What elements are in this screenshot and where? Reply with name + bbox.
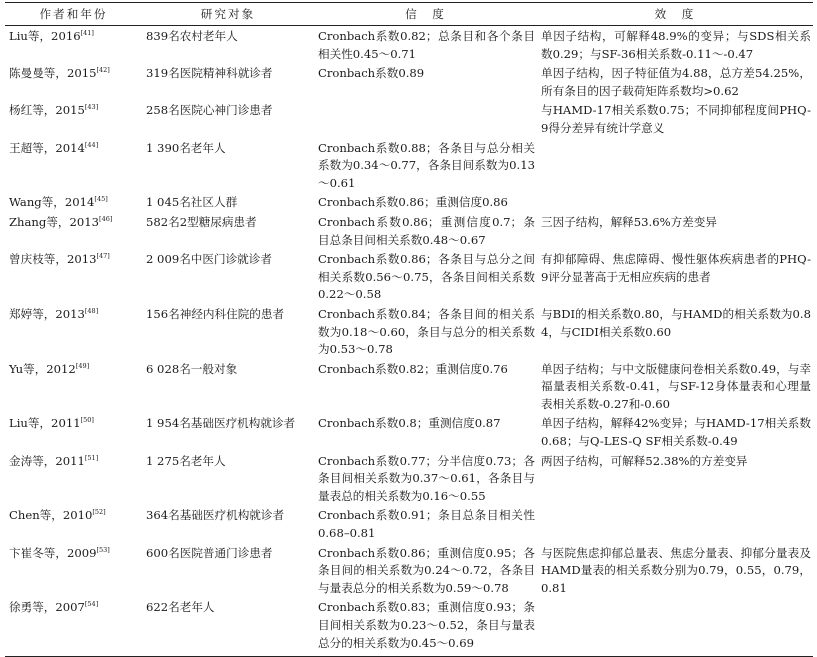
author-year-text: Liu等，2011 xyxy=(9,416,81,431)
cell-author-year xyxy=(5,505,142,542)
author-year-text: 卞崔冬等，2009 xyxy=(9,545,97,560)
author-year-text: Yu等，2012 xyxy=(9,361,76,376)
cell-reliability: Cronbach系数0.82；重测信度0.76 xyxy=(318,361,508,376)
cell-reliability: Cronbach系数0.86；重测信度0.95；各条目间的相关系数为0.24～0.72，各条目与量表总分的相关系数为0.59～0.78 xyxy=(318,545,535,595)
reference-number: [45] xyxy=(94,195,108,204)
table-row xyxy=(5,597,813,656)
reference-number: [44] xyxy=(84,140,99,149)
author-year-text: Zhang等，2013 xyxy=(9,214,100,229)
table-row xyxy=(5,451,813,506)
cell-validity: 有抑郁障碍、焦虑障碍、慢性躯体疾病患者的PHQ-9评分显著高于无相应疾病的患者 xyxy=(541,252,811,284)
cell-validity: 单因子结构，解释42%变异；与HAMD-17相关系数0.68；与Q-LES-Q SF相关系数-0.49 xyxy=(541,416,811,449)
author-year-text: Liu等，2016 xyxy=(9,29,81,43)
table-row xyxy=(5,63,813,100)
cell-author-year xyxy=(5,304,142,359)
cell-author-year xyxy=(5,451,142,506)
cell-subject: 622名老年人 xyxy=(142,597,314,656)
header-row xyxy=(5,3,813,26)
author-year-text: 曾庆枝等，2013 xyxy=(9,252,97,267)
cell-subject: 2 009名中医门诊就诊者 xyxy=(146,252,272,267)
table-row xyxy=(5,249,813,304)
reference-number: [48] xyxy=(84,306,99,315)
table-row xyxy=(5,359,813,414)
table-row xyxy=(5,413,813,450)
reference-number: [51] xyxy=(84,453,99,462)
author-year-text: 金涛等，2011 xyxy=(9,453,85,468)
cell-subject: 600名医院普通门诊患者 xyxy=(146,545,273,560)
cell-author-year xyxy=(5,138,142,193)
cell-subject: 1 045名社区人群 xyxy=(146,195,238,210)
cell-author-year xyxy=(5,100,142,137)
cell-reliability: Cronbach系数0.86；重测信度0.86 xyxy=(318,195,508,210)
cell-reliability: Cronbach系数0.88；各条目与总分相关系数为0.34～0.77，各条目间系数为0.13～0.61 xyxy=(318,140,535,190)
cell-author-year xyxy=(5,597,142,656)
cell-reliability: Cronbach系数0.91；条目总条目相关性0.68–0.81 xyxy=(318,508,535,541)
reference-number: [47] xyxy=(96,252,110,261)
cell-author-year xyxy=(5,249,142,304)
reference-number: [49] xyxy=(75,361,90,370)
reference-number: [53] xyxy=(96,545,110,554)
reference-number: [43] xyxy=(84,103,99,112)
table-row xyxy=(5,505,813,542)
cell-subject: 582名2型糖尿病患者 xyxy=(146,214,257,229)
reference-number: [50] xyxy=(80,416,94,425)
cell-reliability: Cronbach系数0.84；各条目间的相关系数为0.18～0.60，条目与总分的相关系数为0.53～0.78 xyxy=(318,306,535,357)
cell-reliability: Cronbach系数0.86；各条目与总分之间相关系数0.56～0.75，各条目间相关系数0.22～0.58 xyxy=(318,252,535,302)
cell-author-year xyxy=(5,26,142,64)
cell-reliability: Cronbach系数0.82；总条目和各个条目相关性0.45～0.71 xyxy=(318,29,535,61)
header-validity: 效 度 xyxy=(537,3,813,26)
table-body xyxy=(5,26,813,657)
cell-subject: 6 028名一般对象 xyxy=(146,361,238,376)
cell-subject: 1 275名老年人 xyxy=(146,453,226,468)
author-year-text: Wang等，2014 xyxy=(9,195,95,210)
author-year-text: 徐勇等，2007 xyxy=(9,600,85,615)
table-row xyxy=(5,192,813,212)
cell-reliability xyxy=(314,100,537,137)
reference-number: [54] xyxy=(84,600,99,609)
reference-number: [42] xyxy=(96,66,110,75)
cell-validity: 单因子结构；与中文版健康问卷相关系数0.49，与幸福量表相关系数-0.41，与SF-12身体量表和心理量表相关系数-0.27和-0.60 xyxy=(541,361,811,411)
cell-subject: 839名农村老年人 xyxy=(146,29,238,43)
cell-validity: 三因子结构，解释53.6%方差变异 xyxy=(541,214,717,229)
header-subject: 研究对象 xyxy=(142,3,314,26)
table-row xyxy=(5,100,813,137)
cell-subject: 1 390名老年人 xyxy=(146,140,226,155)
cell-author-year xyxy=(5,413,142,450)
cell-reliability: Cronbach系数0.86；重测信度0.7；条目总条目间相关系数0.48～0.67 xyxy=(318,214,535,247)
cell-subject: 319名医院精神科就诊者 xyxy=(146,66,273,81)
cell-validity xyxy=(537,138,813,193)
psychometric-table xyxy=(5,2,813,657)
table-row xyxy=(5,138,813,193)
cell-validity: 两因子结构，可解释52.38%的方差变异 xyxy=(541,453,748,468)
cell-author-year xyxy=(5,192,142,212)
cell-reliability: Cronbach系数0.83；重测信度0.93；条目间相关系数为0.23～0.52，条目与量表总分的相关系数为0.45～0.69 xyxy=(314,597,537,656)
cell-reliability: Cronbach系数0.77；分半信度0.73；各条目间相关系数为0.37～0.61，各条目与量表总的相关系数为0.16～0.55 xyxy=(318,453,535,503)
table-row xyxy=(5,212,813,249)
header-reliability: 信 度 xyxy=(314,3,537,26)
table-row xyxy=(5,304,813,359)
cell-author-year xyxy=(5,63,142,100)
cell-reliability: Cronbach系数0.89 xyxy=(318,66,425,81)
header-author-year: 作者和年份 xyxy=(5,3,142,26)
cell-subject: 364名基础医疗机构就诊者 xyxy=(146,508,285,523)
cell-validity: 单因子结构，因子特征值为4.88，总方差54.25%，所有条目的因子载荷矩阵系数均>0.62 xyxy=(541,66,811,98)
cell-validity: 单因子结构，可解释48.9%的变异；与SDS相关系数0.29；与SF-36相关系数-0.11～-0.47 xyxy=(541,29,811,61)
cell-validity xyxy=(537,192,813,212)
cell-validity xyxy=(537,597,813,656)
cell-subject: 258名医院心神门诊患者 xyxy=(146,103,273,118)
cell-author-year xyxy=(5,543,142,598)
author-year-text: 陈曼曼等，2015 xyxy=(9,66,97,81)
cell-subject: 1 954名基础医疗机构就诊者 xyxy=(146,416,296,431)
author-year-text: Chen等，2010 xyxy=(9,508,93,523)
cell-validity xyxy=(537,505,813,542)
reference-number: [41] xyxy=(80,29,94,37)
cell-validity: 与BDI的相关系数0.80，与HAMD的相关系数为0.84，与CIDI相关系数0.60 xyxy=(541,306,811,339)
cell-validity: 与医院焦虑抑郁总量表、焦虑分量表、抑郁分量表及HAMD量表的相关系数分别为0.79，0.55，0.79，0.81 xyxy=(541,545,811,595)
cell-subject: 156名神经内科住院的患者 xyxy=(146,306,285,321)
table-row xyxy=(5,543,813,598)
author-year-text: 王超等，2014 xyxy=(9,140,85,155)
cell-reliability: Cronbach系数0.8；重测信度0.87 xyxy=(318,416,501,431)
cell-author-year xyxy=(5,212,142,249)
reference-number: [46] xyxy=(99,214,113,223)
author-year-text: 杨红等，2015 xyxy=(9,103,85,118)
table-row xyxy=(5,26,813,64)
cell-author-year xyxy=(5,359,142,414)
cell-validity: 与HAMD-17相关系数0.75；不同抑郁程度间PHQ-9得分差异有统计学意义 xyxy=(541,103,811,135)
author-year-text: 郑婷等，2013 xyxy=(9,306,85,321)
reference-number: [52] xyxy=(92,508,106,517)
